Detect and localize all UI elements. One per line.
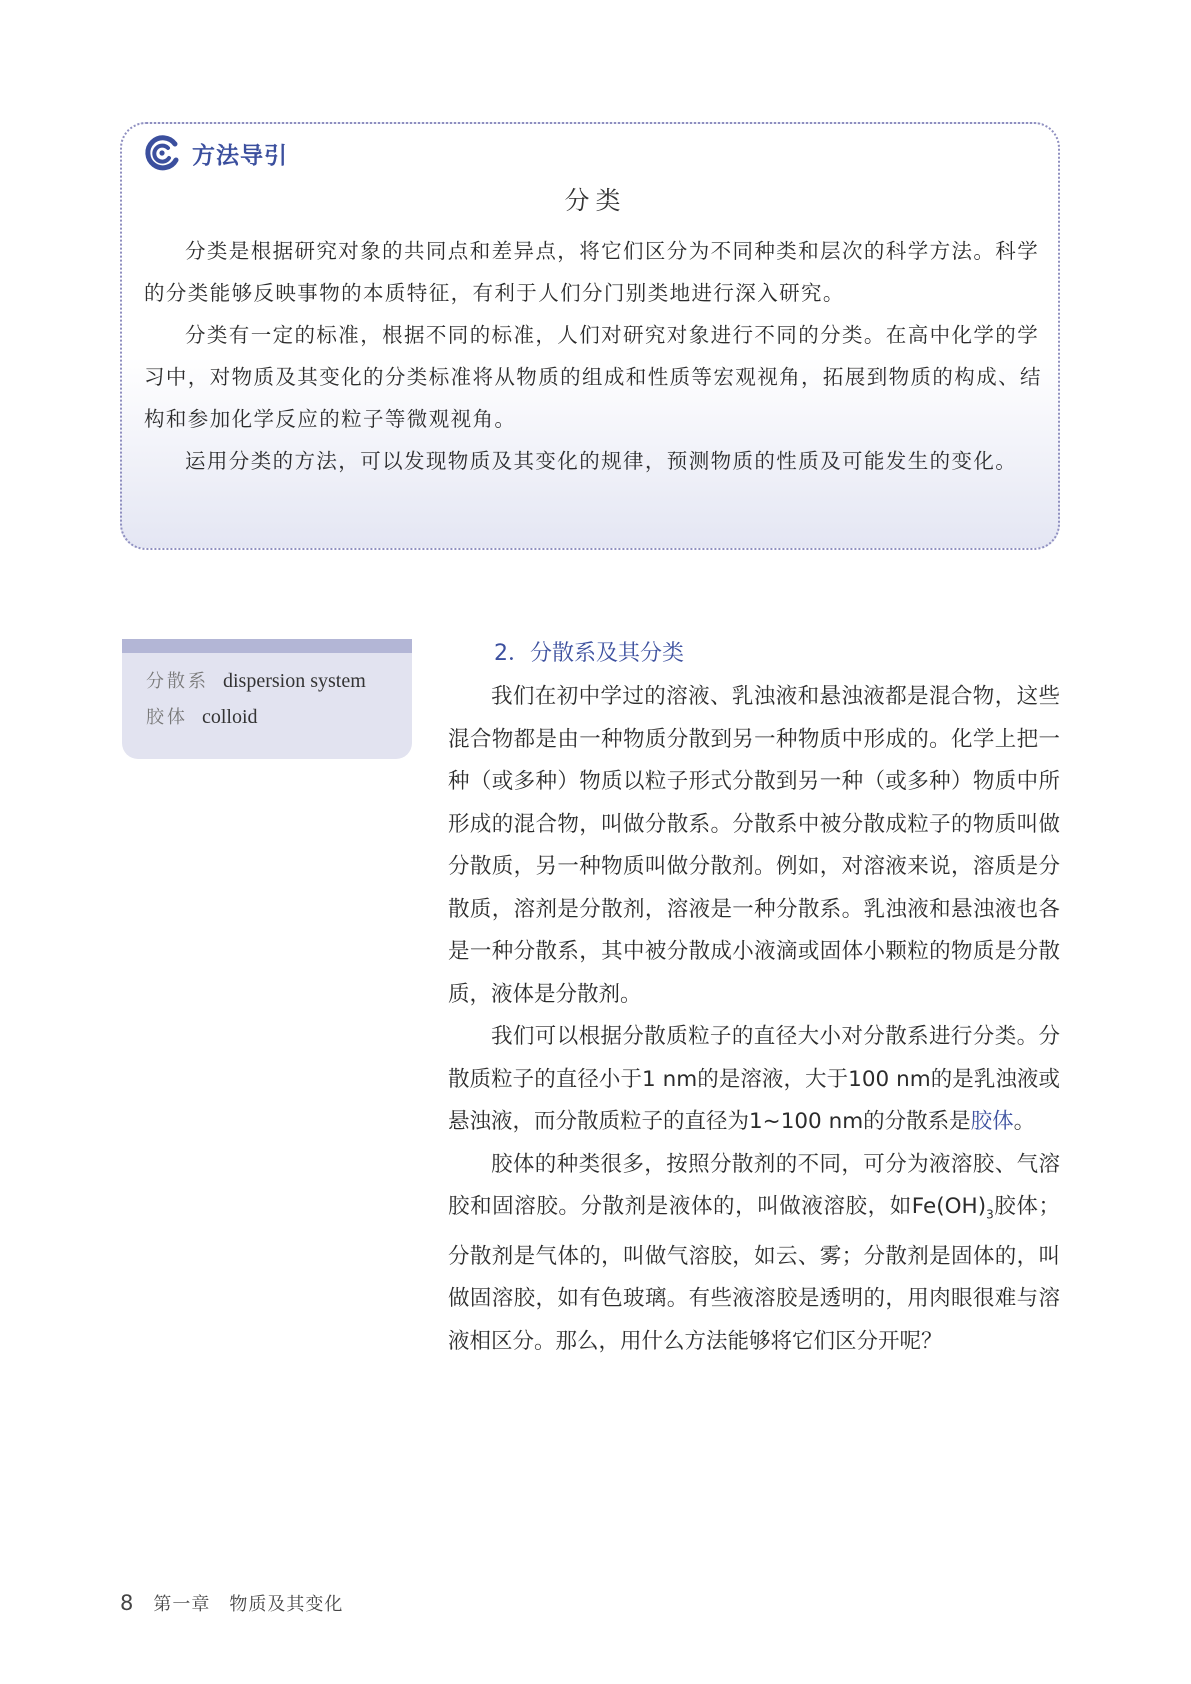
body-paragraph	[448, 1016, 1060, 1144]
glossary-entry	[146, 703, 258, 729]
body-paragraph	[448, 1144, 1060, 1364]
glossary-term-zh: 分散系	[146, 671, 209, 692]
glossary-sidebar	[122, 639, 412, 759]
text-run: 胶体的种类很多，按照分散剂的不同，可分为液溶胶、气溶胶和固溶胶。分散剂是液体的，叫做液溶胶，如Fe(OH)	[448, 1151, 1060, 1219]
glossary-term-zh: 胶体	[146, 707, 188, 728]
guide-paragraph: 分类是根据研究对象的共同点和差异点，将它们区分为不同种类和层次的科学方法。科学的分类能够反映事物的本质特征，有利于人们分门别类地进行深入研究。	[144, 239, 1040, 305]
text-run: 我们可以根据分散质粒子的直径大小对分散系进行分类。分散质粒子的直径小于1 nm的是溶液，大于100 nm的是乳浊液或悬浊液，而分散质粒子的直径为1~100 nm的分散系是	[448, 1024, 1060, 1134]
glossary-term-en: dispersion system	[223, 670, 366, 692]
section-body	[448, 676, 1060, 1363]
page-number: 8	[120, 1591, 134, 1615]
text-run: 。	[1013, 1109, 1036, 1134]
section-heading: 2．分散系及其分类	[494, 641, 684, 666]
glossary-entry	[146, 667, 366, 693]
method-guide-label: 方法导引	[192, 142, 288, 169]
method-guide-body	[144, 230, 1042, 482]
glossary-term-en: colloid	[202, 706, 258, 728]
method-guide-header	[142, 133, 288, 173]
method-guide-icon	[142, 133, 182, 173]
guide-paragraph: 分类有一定的标准，根据不同的标准，人们对研究对象进行不同的分类。在高中化学的学习中，对物质及其变化的分类标准将从物质的组成和性质等宏观视角，拓展到物质的构成、结构和参加化学反应的粒子等微观视角。	[144, 323, 1042, 431]
text-run: 胶体；分散剂是气体的，叫做气溶胶，如云、雾；分散剂是固体的，叫做固溶胶，如有色玻璃。有些液溶胶是透明的，用肉眼很难与溶液相区分。那么，用什么方法能够将它们区分开呢？	[448, 1194, 1060, 1354]
chapter-title: 第一章 物质及其变化	[153, 1594, 344, 1615]
key-term: 胶体	[970, 1109, 1014, 1134]
method-guide-title: 分类	[564, 186, 627, 215]
body-paragraph: 我们在初中学过的溶液、乳浊液和悬浊液都是混合物，这些混合物都是由一种物质分散到另一种物质中形成的。化学上把一种（或多种）物质以粒子形式分散到另一种（或多种）物质中所形成的混合物，叫做分散系。分散系中被分散成粒子的物质叫做分散质，另一种物质叫做分散剂。例如，对溶液来说，溶质是分散质，溶剂是分散剂，溶液是一种分散系。乳浊液和悬浊液也各是一种分散系，其中被分散成小液滴或固体小颗粒的物质是分散质，液体是分散剂。	[448, 684, 1060, 1007]
guide-paragraph: 运用分类的方法，可以发现物质及其变化的规律，预测物质的性质及可能发生的变化。	[185, 449, 1018, 473]
page-footer	[120, 1590, 343, 1616]
subscript: 3	[986, 1207, 994, 1222]
